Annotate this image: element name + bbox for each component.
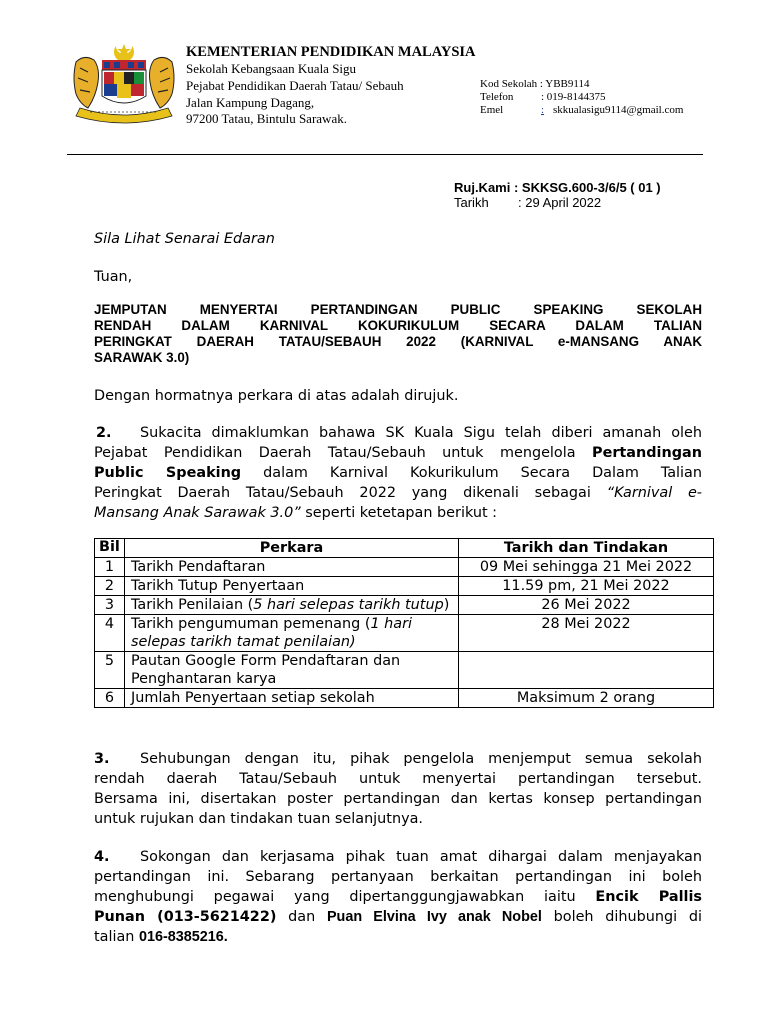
reference-number: Ruj.Kami : SKKSG.600-3/6/5 ( 01 ) — [454, 180, 661, 195]
paragraph-text: rendah daerah Tatau/Sebauh untuk menyertai pertandingan tersebut. — [94, 771, 702, 787]
letterhead-divider — [67, 154, 703, 155]
paragraph-text: Peringkat Daerah Tatau/Sebauh 2022 yang dikenali sebagai — [94, 485, 607, 501]
cell-tarikh: 11.59 pm, 21 Mei 2022 — [459, 577, 714, 596]
paragraph-text: Pejabat Pendidikan Daerah Tatau/Sebauh untuk mengelola — [94, 445, 593, 461]
cell-bil: 6 — [95, 689, 125, 708]
school-name: Sekolah Kebangsaan Kuala Sigu — [186, 61, 357, 76]
email-value[interactable]: skkualasigu9114@gmail.com — [553, 104, 684, 116]
paragraph-2 — [94, 423, 702, 523]
paragraph-text: Sukacita dimaklumkan bahawa SK Kuala Sigu telah diberi amanah oleh — [140, 425, 702, 441]
date-value: : 29 April 2022 — [518, 195, 602, 210]
table-row — [95, 652, 714, 689]
table-header-row — [95, 539, 714, 558]
cell-bil: 4 — [95, 615, 125, 652]
cell-perkara — [125, 596, 459, 615]
cell-note: 1 hari selepas tarikh tamat penilaian) — [131, 616, 413, 650]
subject-line: JEMPUTAN MENYERTAI PERTANDINGAN PUBLIC SPEAKING SEKOLAH — [94, 302, 702, 317]
cell-tarikh: 28 Mei 2022 — [459, 615, 714, 652]
salutation: Tuan, — [94, 269, 133, 285]
cell-text: Tarikh pengumuman pemenang ( — [131, 616, 371, 632]
paragraph-text: Sehubungan dengan itu, pihak pengelola menjemput semua sekolah — [140, 751, 702, 767]
cell-perkara: Pautan Google Form Pendaftaran dan Penghantaran karya — [125, 652, 459, 689]
table-row — [95, 615, 714, 652]
cell-bil: 5 — [95, 652, 125, 689]
column-header-tarikh: Tarikh dan Tindakan — [459, 539, 714, 558]
ministry-name: KEMENTERIAN PENDIDIKAN MALAYSIA — [186, 44, 476, 60]
phone-label: Telefon — [480, 91, 514, 103]
contact-name: Puan Elvina Ivy anak Nobel — [326, 909, 542, 925]
street-address: Jalan Kampung Dagang, — [186, 95, 315, 110]
district-office: Pejabat Pendidikan Daerah Tatau/ Sebauh — [186, 78, 404, 93]
cell-tarikh — [459, 652, 714, 689]
italic-text: “Karnival e- — [606, 485, 702, 501]
bold-text: Pertandingan — [592, 445, 702, 461]
cell-perkara — [125, 615, 459, 652]
school-code: Kod Sekolah : YBB9114 — [480, 78, 590, 90]
cell-text: ) — [443, 597, 450, 613]
table-row — [95, 577, 714, 596]
table-row — [95, 558, 714, 577]
column-header-perkara: Perkara — [125, 539, 459, 558]
cell-perkara: Jumlah Penyertaan setiap sekolah — [125, 689, 459, 708]
paragraph-text: talian — [94, 929, 139, 945]
subject-line: PERINGKAT DAERAH TATAU/SEBAUH 2022 (KARNIVAL e-MANSANG ANAK — [94, 334, 702, 349]
cell-tarikh: 09 Mei sehingga 21 Mei 2022 — [459, 558, 714, 577]
paragraph-3 — [94, 749, 702, 829]
contact-name: Encik Pallis — [595, 889, 702, 905]
cell-text: Tarikh Penilaian ( — [131, 597, 254, 613]
bold-text: Public Speaking — [94, 465, 242, 481]
column-header-bil: Bil — [95, 539, 125, 558]
opening-sentence: Dengan hormatnya perkara di atas adalah dirujuk. — [94, 388, 459, 404]
paragraph-text: menghubungi pegawai yang dipertanggungjawabkan iaitu — [94, 889, 596, 905]
cell-tarikh: 26 Mei 2022 — [459, 596, 714, 615]
table-row — [95, 596, 714, 615]
postcode-town: 97200 Tatau, Bintulu Sarawak. — [186, 111, 347, 126]
cell-bil: 1 — [95, 558, 125, 577]
paragraph-text: Sokongan dan kerjasama pihak tuan amat dihargai dalam menjayakan — [140, 849, 702, 865]
cell-perkara: Tarikh Pendaftaran — [125, 558, 459, 577]
email-label: Emel — [480, 104, 504, 116]
paragraph-text: dan — [276, 909, 327, 925]
paragraph-text: pertandingan ini. Sebarang pertanyaan berkaitan pertandingan ini boleh — [94, 869, 702, 885]
italic-text: Mansang Anak Sarawak 3.0” — [94, 505, 301, 521]
paragraph-text: dalam Karnival Kokurikulum Secara Dalam Talian — [241, 465, 702, 481]
malaysia-coat-of-arms-icon — [68, 42, 180, 126]
date-label: Tarikh — [454, 195, 489, 210]
paragraph-text: boleh dihubungi di — [541, 909, 703, 925]
table-row — [95, 689, 714, 708]
letter-subject — [94, 302, 702, 366]
paragraph-text: untuk rujukan dan tindakan tuan selanjutnya. — [94, 811, 423, 827]
paragraph-4 — [94, 847, 702, 947]
schedule-table — [94, 538, 714, 708]
contact-phone: 016-8385216. — [138, 929, 228, 945]
cell-bil: 2 — [95, 577, 125, 596]
contact-name: Punan (013-5621422) — [94, 909, 277, 925]
paragraph-number: 3. — [94, 751, 110, 767]
subject-line: SARAWAK 3.0) — [94, 350, 190, 365]
cell-perkara: Tarikh Tutup Penyertaan — [125, 577, 459, 596]
cell-tarikh: Maksimum 2 orang — [459, 689, 714, 708]
subject-line: RENDAH DALAM KARNIVAL KOKURIKULUM SECARA DALAM TALIAN — [94, 318, 702, 333]
paragraph-number: 4. — [94, 849, 110, 865]
paragraph-text: Bersama ini, disertakan poster pertandingan dan kertas konsep pertandingan — [94, 791, 702, 807]
phone-value: : 019-8144375 — [541, 91, 606, 103]
cell-note: 5 hari selepas tarikh tutup — [253, 597, 444, 613]
distribution-note: Sila Lihat Senarai Edaran — [94, 231, 275, 247]
paragraph-number: 2. — [96, 425, 112, 441]
paragraph-text: seperti ketetapan berikut : — [300, 505, 498, 521]
cell-bil: 3 — [95, 596, 125, 615]
email-colon: : — [541, 104, 545, 116]
